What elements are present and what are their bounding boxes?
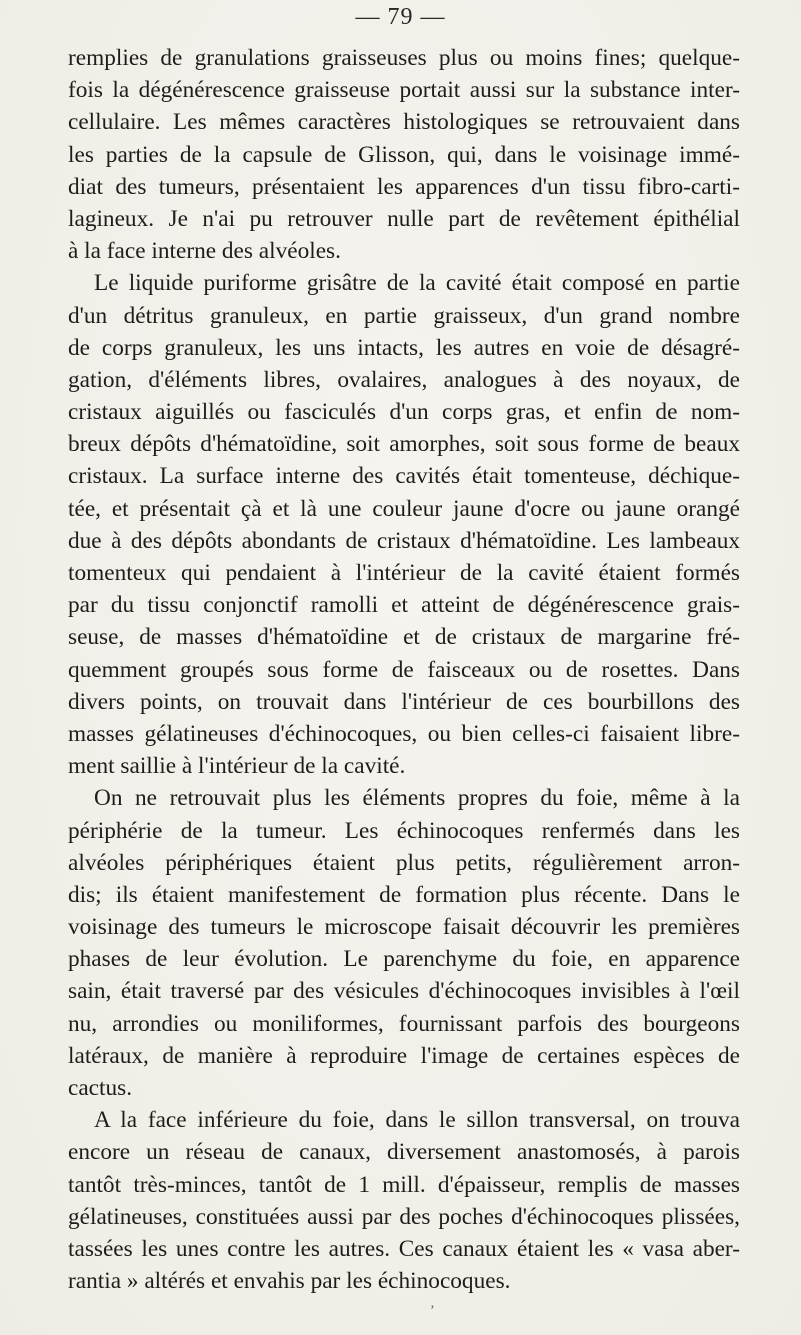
text-line: quemment groupés sous forme de faisceaux ou de rosettes. Dans bbox=[68, 656, 740, 683]
text-line: tée, et présentait çà et là une couleur jaune d'ocre ou jaune orangé bbox=[68, 495, 740, 522]
text-line: sain, était traversé par des vésicules d'échinocoques invisibles à l'œil bbox=[68, 978, 740, 1005]
text-line: par du tissu conjonctif ramolli et atteint de dégénérescence grais- bbox=[68, 592, 740, 619]
text-line: ment saillie à l'intérieur de la cavité. bbox=[68, 753, 406, 780]
text-line: d'un détritus granuleux, en partie graisseux, d'un grand nombre bbox=[68, 302, 740, 329]
text-line: tassées les unes contre les autres. Ces canaux étaient les « vasa aber- bbox=[68, 1235, 740, 1262]
stray-ink-mark: ‚ bbox=[430, 1296, 435, 1311]
text-line: divers points, on trouvait dans l'intérieur de ces bourbillons des bbox=[68, 688, 740, 715]
text-line: diat des tumeurs, présentaient les apparences d'un tissu fibro-carti- bbox=[68, 173, 740, 200]
text-line: cristaux. La surface interne des cavités était tomenteuse, déchique- bbox=[68, 463, 740, 490]
text-line: remplies de granulations graisseuses plus ou moins fines; quelque- bbox=[68, 45, 740, 71]
paragraph bbox=[68, 42, 740, 267]
text-line: gélatineuses, constituées aussi par des poches d'échinocoques plissées, bbox=[68, 1203, 740, 1230]
text-line: cactus. bbox=[68, 1075, 133, 1101]
text-line: rantia » altérés et envahis par les échinocoques. bbox=[68, 1268, 511, 1295]
text-line: latéraux, de manière à reproduire l'image de certaines espèces de bbox=[68, 1042, 740, 1069]
text-line: cellulaire. Les mêmes caractères histologiques se retrouvaient dans bbox=[68, 109, 740, 136]
paragraph bbox=[68, 1104, 740, 1297]
text-line: les parties de la capsule de Glisson, qui, dans le voisinage immé- bbox=[68, 141, 740, 168]
text-line: tantôt très-minces, tantôt de 1 mill. d'épaisseur, remplis de masses bbox=[68, 1171, 740, 1198]
text-line: nu, arrondies ou moniliformes, fournissant parfois des bourgeons bbox=[68, 1010, 740, 1037]
text-line: voisinage des tumeurs le microscope faisait découvrir les premières bbox=[68, 914, 740, 941]
text-line: masses gélatineuses d'échinocoques, ou bien celles-ci faisaient libre- bbox=[68, 720, 740, 747]
text-line: de corps granuleux, les uns intacts, les autres en voie de désagré- bbox=[68, 334, 740, 361]
text-line: périphérie de la tumeur. Les échinocoques renfermés dans les bbox=[68, 817, 740, 844]
text-line: alvéoles périphériques étaient plus petits, régulièrement arron- bbox=[68, 849, 740, 876]
text-line: phases de leur évolution. Le parenchyme du foie, en apparence bbox=[68, 946, 740, 973]
text-line: fois la dégénérescence graisseuse portait aussi sur la substance inter- bbox=[68, 77, 740, 104]
text-line: à la face interne des alvéoles. bbox=[68, 238, 341, 265]
text-line: tomenteux qui pendaient à l'intérieur de la cavité étaient formés bbox=[68, 560, 740, 586]
text-line: lagineux. Je n'ai pu retrouver nulle part de revêtement épithélial bbox=[68, 205, 740, 232]
text-line: Le liquide puriforme grisâtre de la cavité était composé en partie bbox=[94, 270, 740, 297]
text-line: On ne retrouvait plus les éléments propres du foie, même à la bbox=[94, 785, 740, 812]
paragraph bbox=[68, 267, 740, 782]
text-line: due à des dépôts abondants de cristaux d'hématoïdine. Les lambeaux bbox=[68, 527, 740, 554]
body-text bbox=[68, 42, 740, 1297]
text-line: seuse, de masses d'hématoïdine et de cristaux de margarine fré- bbox=[68, 624, 740, 651]
text-line: breux dépôts d'hématoïdine, soit amorphes, soit sous forme de beaux bbox=[68, 431, 740, 458]
text-line: dis; ils étaient manifestement de formation plus récente. Dans le bbox=[68, 881, 740, 908]
text-line: A la face inférieure du foie, dans le sillon transversal, on trouva bbox=[94, 1107, 740, 1134]
text-line: cristaux aiguillés ou fasciculés d'un corps gras, et enfin de nom- bbox=[68, 399, 740, 426]
text-line: encore un réseau de canaux, diversement anastomosés, à parois bbox=[68, 1139, 740, 1166]
paragraph bbox=[68, 782, 740, 1104]
page-number: — 79 — bbox=[355, 4, 446, 30]
text-line: gation, d'éléments libres, ovalaires, analogues à des noyaux, de bbox=[68, 366, 740, 393]
